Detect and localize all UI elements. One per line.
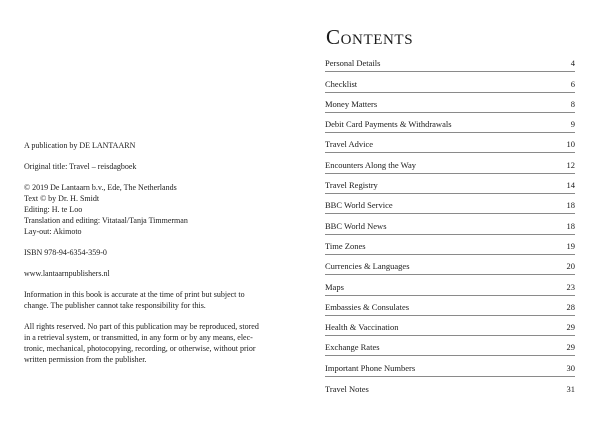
toc-page-number: 29	[566, 342, 575, 353]
rights-line-3: tronic, mechanical, photocopying, recording, or otherwise, without prior	[24, 344, 256, 353]
toc-entry-label: BBC World Service	[325, 200, 393, 211]
toc-page-number: 18	[566, 200, 575, 211]
toc-page-number: 14	[566, 180, 575, 191]
toc-entry-label: Travel Advice	[325, 139, 374, 150]
toc-entry-label: Encounters Along the Way	[325, 159, 416, 170]
toc-row	[325, 174, 575, 194]
toc-page-number: 28	[566, 301, 575, 312]
toc-entry-label: Personal Details	[325, 58, 381, 69]
toc-entry-label: Money Matters	[325, 98, 378, 109]
toc-entry-label: Debit Card Payments & Withdrawals	[325, 119, 452, 130]
toc-entry-label: Maps	[325, 281, 344, 292]
toc-page-number: 23	[566, 281, 575, 292]
toc-entry-label: Travel Notes	[325, 384, 369, 395]
table-of-contents	[325, 52, 575, 397]
toc-row	[325, 133, 575, 153]
toc-page-number: 20	[566, 261, 575, 272]
toc-entry-label: Checklist	[325, 78, 358, 89]
toc-row	[325, 316, 575, 336]
toc-entry-label: Travel Registry	[325, 180, 378, 191]
toc-page-number: 6	[570, 78, 575, 89]
toc-row	[325, 356, 575, 376]
contents-title: Contents	[326, 25, 414, 49]
toc-row	[325, 214, 575, 234]
editing-credit: Editing: H. te Loo	[24, 205, 83, 214]
toc-entry-label: Health & Vaccination	[325, 322, 399, 333]
toc-row	[325, 296, 575, 316]
toc-row	[325, 113, 575, 133]
rights-line-1: All rights reserved. No part of this publication may be reproduced, stored	[24, 322, 259, 331]
toc-page-number: 19	[566, 240, 575, 251]
colophon	[24, 140, 290, 365]
toc-page-number: 30	[566, 362, 575, 373]
text-credit: Text © by Dr. H. Smidt	[24, 194, 100, 203]
toc-entry-label: BBC World News	[325, 220, 387, 231]
toc-page-number: 8	[570, 98, 575, 109]
toc-page-number: 29	[566, 322, 575, 333]
toc-row	[325, 153, 575, 173]
toc-page-number: 31	[566, 384, 575, 395]
toc-page-number: 4	[570, 58, 575, 69]
toc-page-number: 10	[566, 139, 575, 150]
disclaimer-line-2: change. The publisher cannot take responsibility for this.	[24, 301, 206, 310]
toc-page-number: 12	[566, 159, 575, 170]
toc-row	[325, 255, 575, 275]
translation-credit: Translation and editing: Vitataal/Tanja Timmerman	[24, 216, 188, 225]
toc-page-number: 18	[566, 220, 575, 231]
toc-row	[325, 235, 575, 255]
toc-entry-label: Important Phone Numbers	[325, 362, 416, 373]
isbn: ISBN 978-94-6354-359-0	[24, 248, 107, 257]
toc-row	[325, 93, 575, 113]
toc-row	[325, 72, 575, 92]
toc-row	[325, 52, 575, 72]
toc-row	[325, 194, 575, 214]
right-page	[300, 0, 600, 425]
website: www.lantaarnpublishers.nl	[24, 269, 110, 278]
layout-credit: Lay-out: Akimoto	[24, 227, 82, 236]
toc-row	[325, 377, 575, 397]
toc-page-number: 9	[570, 119, 575, 130]
copyright-line: © 2019 De Lantaarn b.v., Ede, The Netherlands	[24, 183, 177, 192]
original-title: Original title: Travel – reisdagboek	[24, 162, 137, 171]
toc-entry-label: Embassies & Consulates	[325, 301, 410, 312]
toc-entry-label: Exchange Rates	[325, 342, 380, 353]
toc-entry-label: Time Zones	[325, 240, 366, 251]
disclaimer-line-1: Information in this book is accurate at the time of print but subject to	[24, 290, 245, 299]
toc-row	[325, 275, 575, 295]
toc-entry-label: Currencies & Languages	[325, 261, 410, 272]
toc-row	[325, 336, 575, 356]
publisher-line: A publication by DE LANTAARN	[24, 141, 136, 150]
rights-line-2: in a retrieval system, or transmitted, in any form or by any means, elec-	[24, 333, 253, 342]
rights-line-4: written permission from the publisher.	[24, 355, 147, 364]
